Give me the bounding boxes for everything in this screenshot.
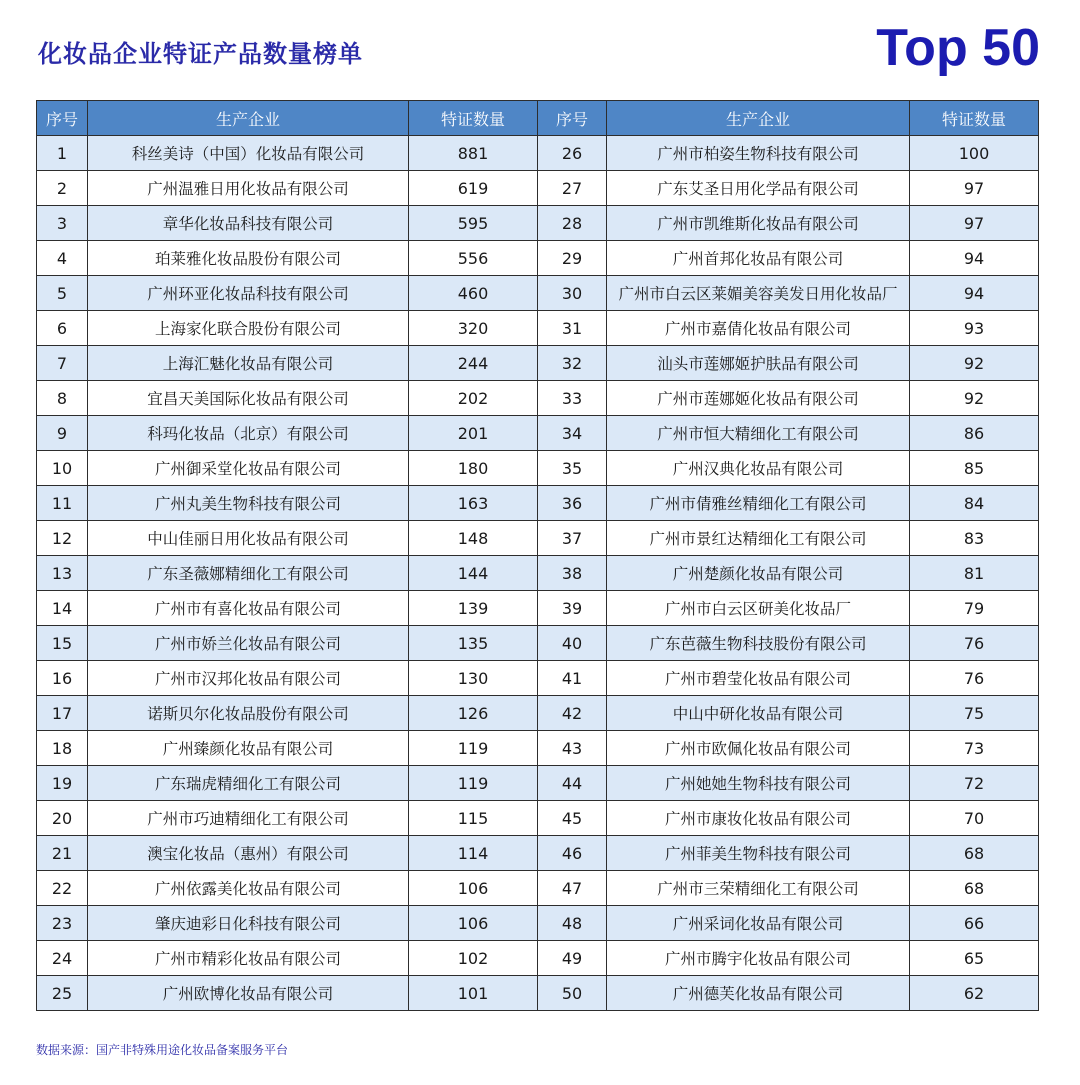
company-cell-left: 广州欧博化妆品有限公司	[88, 976, 409, 1011]
data-source-note: 数据来源：国产非特殊用途化妆品备案服务平台	[36, 1043, 289, 1057]
table-row	[37, 451, 1039, 486]
count-cell-left: 556	[409, 241, 538, 276]
rank-cell-left: 16	[37, 661, 88, 696]
count-cell-left: 114	[409, 836, 538, 871]
company-cell-left: 广州市有喜化妆品有限公司	[88, 591, 409, 626]
count-cell-left: 202	[409, 381, 538, 416]
count-cell-left: 201	[409, 416, 538, 451]
rank-cell-left: 14	[37, 591, 88, 626]
company-cell-right: 广州市嘉倩化妆品有限公司	[607, 311, 910, 346]
rank-cell-left: 18	[37, 731, 88, 766]
company-cell-left: 上海家化联合股份有限公司	[88, 311, 409, 346]
count-cell-left: 595	[409, 206, 538, 241]
table-row	[37, 381, 1039, 416]
count-cell-left: 101	[409, 976, 538, 1011]
table-row	[37, 206, 1039, 241]
rank-cell-right: 39	[538, 591, 607, 626]
company-cell-left: 广州臻颜化妆品有限公司	[88, 731, 409, 766]
table-row	[37, 626, 1039, 661]
company-cell-right: 中山中研化妆品有限公司	[607, 696, 910, 731]
company-cell-left: 广州御采堂化妆品有限公司	[88, 451, 409, 486]
table-row	[37, 976, 1039, 1011]
count-cell-left: 244	[409, 346, 538, 381]
rank-cell-left: 20	[37, 801, 88, 836]
rank-cell-left: 25	[37, 976, 88, 1011]
rank-cell-left: 15	[37, 626, 88, 661]
rank-cell-right: 28	[538, 206, 607, 241]
company-cell-right: 广州市景红达精细化工有限公司	[607, 521, 910, 556]
company-cell-left: 珀莱雅化妆品股份有限公司	[88, 241, 409, 276]
company-cell-right: 广州市腾宇化妆品有限公司	[607, 941, 910, 976]
rank-cell-right: 46	[538, 836, 607, 871]
count-cell-right: 83	[910, 521, 1039, 556]
rank-cell-right: 27	[538, 171, 607, 206]
count-cell-left: 320	[409, 311, 538, 346]
company-cell-left: 广州市巧迪精细化工有限公司	[88, 801, 409, 836]
company-cell-right: 广州采词化妆品有限公司	[607, 906, 910, 941]
rank-cell-right: 37	[538, 521, 607, 556]
count-cell-left: 119	[409, 731, 538, 766]
company-cell-right: 广州德芙化妆品有限公司	[607, 976, 910, 1011]
rank-cell-right: 40	[538, 626, 607, 661]
count-cell-left: 102	[409, 941, 538, 976]
count-cell-left: 115	[409, 801, 538, 836]
table-row	[37, 591, 1039, 626]
count-cell-right: 70	[910, 801, 1039, 836]
company-cell-right: 广州市恒大精细化工有限公司	[607, 416, 910, 451]
count-cell-right: 97	[910, 171, 1039, 206]
col-header-rank-left: 序号	[37, 101, 88, 136]
table-row	[37, 556, 1039, 591]
company-cell-left: 广州温雅日用化妆品有限公司	[88, 171, 409, 206]
rank-cell-right: 41	[538, 661, 607, 696]
rank-cell-right: 38	[538, 556, 607, 591]
count-cell-right: 85	[910, 451, 1039, 486]
count-cell-right: 75	[910, 696, 1039, 731]
count-cell-left: 881	[409, 136, 538, 171]
company-cell-left: 澳宝化妆品（惠州）有限公司	[88, 836, 409, 871]
rank-cell-right: 36	[538, 486, 607, 521]
company-cell-right: 广州市三荣精细化工有限公司	[607, 871, 910, 906]
company-cell-right: 广州首邦化妆品有限公司	[607, 241, 910, 276]
rank-cell-right: 49	[538, 941, 607, 976]
count-cell-right: 100	[910, 136, 1039, 171]
rank-cell-left: 7	[37, 346, 88, 381]
count-cell-left: 106	[409, 871, 538, 906]
table-body	[37, 136, 1039, 1011]
ranking-table-wrap	[36, 100, 1038, 1011]
count-cell-left: 119	[409, 766, 538, 801]
rank-cell-left: 9	[37, 416, 88, 451]
company-cell-left: 上海汇魅化妆品有限公司	[88, 346, 409, 381]
table-row	[37, 836, 1039, 871]
count-cell-right: 76	[910, 626, 1039, 661]
count-cell-left: 144	[409, 556, 538, 591]
company-cell-right: 广东芭薇生物科技股份有限公司	[607, 626, 910, 661]
table-row	[37, 136, 1039, 171]
count-cell-right: 79	[910, 591, 1039, 626]
count-cell-right: 97	[910, 206, 1039, 241]
company-cell-left: 宜昌天美国际化妆品有限公司	[88, 381, 409, 416]
count-cell-right: 72	[910, 766, 1039, 801]
company-cell-right: 广东艾圣日用化学品有限公司	[607, 171, 910, 206]
rank-cell-left: 23	[37, 906, 88, 941]
company-cell-left: 章华化妆品科技有限公司	[88, 206, 409, 241]
company-cell-right: 广州市康妆化妆品有限公司	[607, 801, 910, 836]
rank-cell-left: 17	[37, 696, 88, 731]
company-cell-right: 广州菲美生物科技有限公司	[607, 836, 910, 871]
company-cell-left: 广东瑞虎精细化工有限公司	[88, 766, 409, 801]
rank-cell-right: 26	[538, 136, 607, 171]
company-cell-right: 广州市莲娜姬化妆品有限公司	[607, 381, 910, 416]
col-header-rank-right: 序号	[538, 101, 607, 136]
rank-cell-left: 1	[37, 136, 88, 171]
company-cell-left: 广州市精彩化妆品有限公司	[88, 941, 409, 976]
table-row	[37, 486, 1039, 521]
table-row	[37, 346, 1039, 381]
company-cell-right: 广州她她生物科技有限公司	[607, 766, 910, 801]
count-cell-left: 135	[409, 626, 538, 661]
rank-cell-right: 44	[538, 766, 607, 801]
company-cell-left: 诺斯贝尔化妆品股份有限公司	[88, 696, 409, 731]
ranking-table	[36, 100, 1039, 1011]
company-cell-right: 广州市白云区莱媚美容美发日用化妆品厂	[607, 276, 910, 311]
count-cell-left: 180	[409, 451, 538, 486]
rank-cell-left: 24	[37, 941, 88, 976]
company-cell-left: 科玛化妆品（北京）有限公司	[88, 416, 409, 451]
rank-cell-right: 34	[538, 416, 607, 451]
count-cell-right: 62	[910, 976, 1039, 1011]
rank-cell-left: 19	[37, 766, 88, 801]
company-cell-right: 广州市柏姿生物科技有限公司	[607, 136, 910, 171]
rank-cell-left: 21	[37, 836, 88, 871]
company-cell-right: 广州市凯维斯化妆品有限公司	[607, 206, 910, 241]
col-header-company-left: 生产企业	[88, 101, 409, 136]
count-cell-right: 68	[910, 836, 1039, 871]
rank-cell-right: 42	[538, 696, 607, 731]
rank-cell-left: 2	[37, 171, 88, 206]
rank-cell-left: 3	[37, 206, 88, 241]
rank-cell-left: 4	[37, 241, 88, 276]
table-row	[37, 801, 1039, 836]
rank-cell-left: 6	[37, 311, 88, 346]
count-cell-left: 163	[409, 486, 538, 521]
company-cell-left: 广州市汉邦化妆品有限公司	[88, 661, 409, 696]
count-cell-left: 106	[409, 906, 538, 941]
rank-cell-right: 31	[538, 311, 607, 346]
count-cell-right: 86	[910, 416, 1039, 451]
count-cell-left: 148	[409, 521, 538, 556]
top50-badge: Top 50	[876, 19, 1040, 77]
count-cell-right: 93	[910, 311, 1039, 346]
table-row	[37, 766, 1039, 801]
company-cell-right: 汕头市莲娜姬护肤品有限公司	[607, 346, 910, 381]
company-cell-right: 广州楚颜化妆品有限公司	[607, 556, 910, 591]
count-cell-right: 94	[910, 241, 1039, 276]
count-cell-right: 94	[910, 276, 1039, 311]
table-header-row	[37, 101, 1039, 136]
col-header-company-right: 生产企业	[607, 101, 910, 136]
col-header-count-left: 特证数量	[409, 101, 538, 136]
table-row	[37, 241, 1039, 276]
company-cell-right: 广州市碧莹化妆品有限公司	[607, 661, 910, 696]
table-row	[37, 696, 1039, 731]
rank-cell-left: 12	[37, 521, 88, 556]
count-cell-right: 68	[910, 871, 1039, 906]
company-cell-left: 广州环亚化妆品科技有限公司	[88, 276, 409, 311]
count-cell-left: 126	[409, 696, 538, 731]
company-cell-left: 肇庆迪彩日化科技有限公司	[88, 906, 409, 941]
company-cell-left: 广州依露美化妆品有限公司	[88, 871, 409, 906]
rank-cell-left: 10	[37, 451, 88, 486]
table-row	[37, 521, 1039, 556]
count-cell-right: 84	[910, 486, 1039, 521]
company-cell-left: 中山佳丽日用化妆品有限公司	[88, 521, 409, 556]
company-cell-right: 广州市倩雅丝精细化工有限公司	[607, 486, 910, 521]
count-cell-right: 73	[910, 731, 1039, 766]
rank-cell-right: 43	[538, 731, 607, 766]
rank-cell-left: 5	[37, 276, 88, 311]
page-title: 化妆品企业特证产品数量榜单	[38, 40, 363, 68]
rank-cell-right: 32	[538, 346, 607, 381]
table-row	[37, 731, 1039, 766]
rank-cell-left: 22	[37, 871, 88, 906]
count-cell-right: 66	[910, 906, 1039, 941]
table-row	[37, 276, 1039, 311]
rank-cell-right: 47	[538, 871, 607, 906]
table-row	[37, 171, 1039, 206]
rank-cell-right: 29	[538, 241, 607, 276]
rank-cell-right: 30	[538, 276, 607, 311]
rank-cell-left: 8	[37, 381, 88, 416]
count-cell-right: 81	[910, 556, 1039, 591]
count-cell-left: 139	[409, 591, 538, 626]
rank-cell-left: 13	[37, 556, 88, 591]
company-cell-left: 广州市娇兰化妆品有限公司	[88, 626, 409, 661]
rank-cell-right: 50	[538, 976, 607, 1011]
company-cell-left: 广东圣薇娜精细化工有限公司	[88, 556, 409, 591]
count-cell-right: 92	[910, 381, 1039, 416]
company-cell-right: 广州市白云区研美化妆品厂	[607, 591, 910, 626]
count-cell-left: 130	[409, 661, 538, 696]
rank-cell-right: 48	[538, 906, 607, 941]
table-row	[37, 906, 1039, 941]
table-row	[37, 661, 1039, 696]
count-cell-right: 65	[910, 941, 1039, 976]
company-cell-left: 广州丸美生物科技有限公司	[88, 486, 409, 521]
table-row	[37, 941, 1039, 976]
col-header-count-right: 特证数量	[910, 101, 1039, 136]
company-cell-right: 广州市欧佩化妆品有限公司	[607, 731, 910, 766]
company-cell-right: 广州汉典化妆品有限公司	[607, 451, 910, 486]
company-cell-left: 科丝美诗（中国）化妆品有限公司	[88, 136, 409, 171]
count-cell-left: 619	[409, 171, 538, 206]
rank-cell-right: 35	[538, 451, 607, 486]
count-cell-left: 460	[409, 276, 538, 311]
count-cell-right: 76	[910, 661, 1039, 696]
rank-cell-right: 33	[538, 381, 607, 416]
table-row	[37, 416, 1039, 451]
rank-cell-right: 45	[538, 801, 607, 836]
table-row	[37, 311, 1039, 346]
count-cell-right: 92	[910, 346, 1039, 381]
rank-cell-left: 11	[37, 486, 88, 521]
table-row	[37, 871, 1039, 906]
